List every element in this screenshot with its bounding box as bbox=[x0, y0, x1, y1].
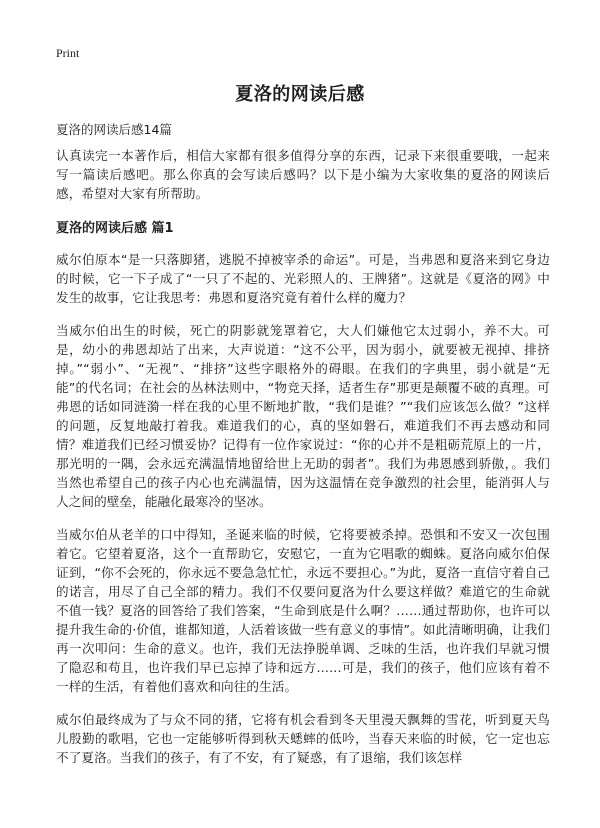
body-paragraph: 当威尔伯出生的时候，死亡的阴影就笼罩着它，大人们嫌他它太过弱小，养不大。可是，幼小的弗恩却站了出来，大声说道：“这不公平，因为弱小，就要被无视掉、排挤掉。”“弱小”、“无视”、“排挤”这些字眼格外的碍眼。在我们的字典里，弱小就是“无能”的代名词；在社会的丛林法则中，“物竞天择，适者生存”那更是颠覆不破的真理。可弗恩的话如同涟漪一样在我的心里不断地扩散，“我们是谁？”“我们应该怎么做？”这样的问题，反复地敲打着我。难道我们的心，真的坚如磐石，难道我们不再去感动和同情？难道我们已经习惯妥协？记得有一位作家说过：“你的心并不是粗砺荒原上的一片，那光明的一隅，会永远充满温情地留给世上无助的弱者”。我们为弗恩感到骄傲，。我们当然也希望自己的孩子内心也充满温情，因为这温情在竞争激烈的社会里，能消弭人与人之间的壁垒，能融化最寒冷的坚冰。 bbox=[56, 323, 550, 509]
document-body bbox=[56, 146, 550, 781]
body-paragraph: 威尔伯最终成为了与众不同的猪，它将有机会看到冬天里漫天飘舞的雪花，听到夏天鸟儿殷勤的歌唱，它也一定能够听得到秋天蟋蟀的低吟，当春天来临的时候，它一定也忘不了夏洛。当我们的孩子，有了不安，有了疑惑，有了退缩，我们该怎样 bbox=[56, 712, 550, 765]
print-link[interactable]: Print bbox=[56, 46, 80, 60]
section-heading: 夏洛的网读后感 篇1 bbox=[56, 221, 174, 236]
page-title: 夏洛的网读后感 bbox=[235, 84, 365, 105]
body-paragraph: 当威尔伯从老羊的口中得知，圣诞来临的时候，它将要被杀掉。恐惧和不安又一次包围着它。它望着夏洛，这个一直帮助它，安慰它，一直为它唱歌的蜘蛛。夏洛向威尔伯保证到，“你不会死的，你永远不要急急忙忙，永远不要担心。”为此，夏洛一直信守着自己的诺言，用尽了自己全部的精力。我们不仅要问夏洛为什么要这样做？难道它的生命就不值一钱？夏洛的回答给了我们答案，“生命到底是什么啊？……通过帮助你，也许可以提升我生命的·价值，谁都知道，人活着该做一些有意义的事情”。如此清晰明确，让我们再一次叩问：生命的意义。也许，我们无法挣脱单调、乏味的生活，也许我们早就习惯了隐忍和苟且，也许我们早已忘掉了诗和远方……可是，我们的孩子，他们应该有着不一样的生活，有着他们喜欢和向往的生活。 bbox=[56, 527, 550, 694]
document-subtitle: 夏洛的网读后感14篇 bbox=[56, 122, 172, 137]
intro-paragraph: 认真读完一本著作后，相信大家都有很多值得分享的东西，记录下来很重要哦，一起来写一篇读后感吧。那么你真的会写读后感吗？以下是小编为大家收集的夏洛的网读后感，希望对大家有所帮助。 bbox=[56, 148, 550, 201]
body-paragraph: 威尔伯原本“是一只落脚猪，逃脱不掉被宰杀的命运”。可是，当弗恩和夏洛来到它身边的时候，它一下子成了“一只了不起的、光彩照人的、王牌猪”。这就是《夏洛的网》中发生的故事，它让我思考：弗恩和夏洛究竟有着什么样的魔力？ bbox=[56, 252, 550, 305]
